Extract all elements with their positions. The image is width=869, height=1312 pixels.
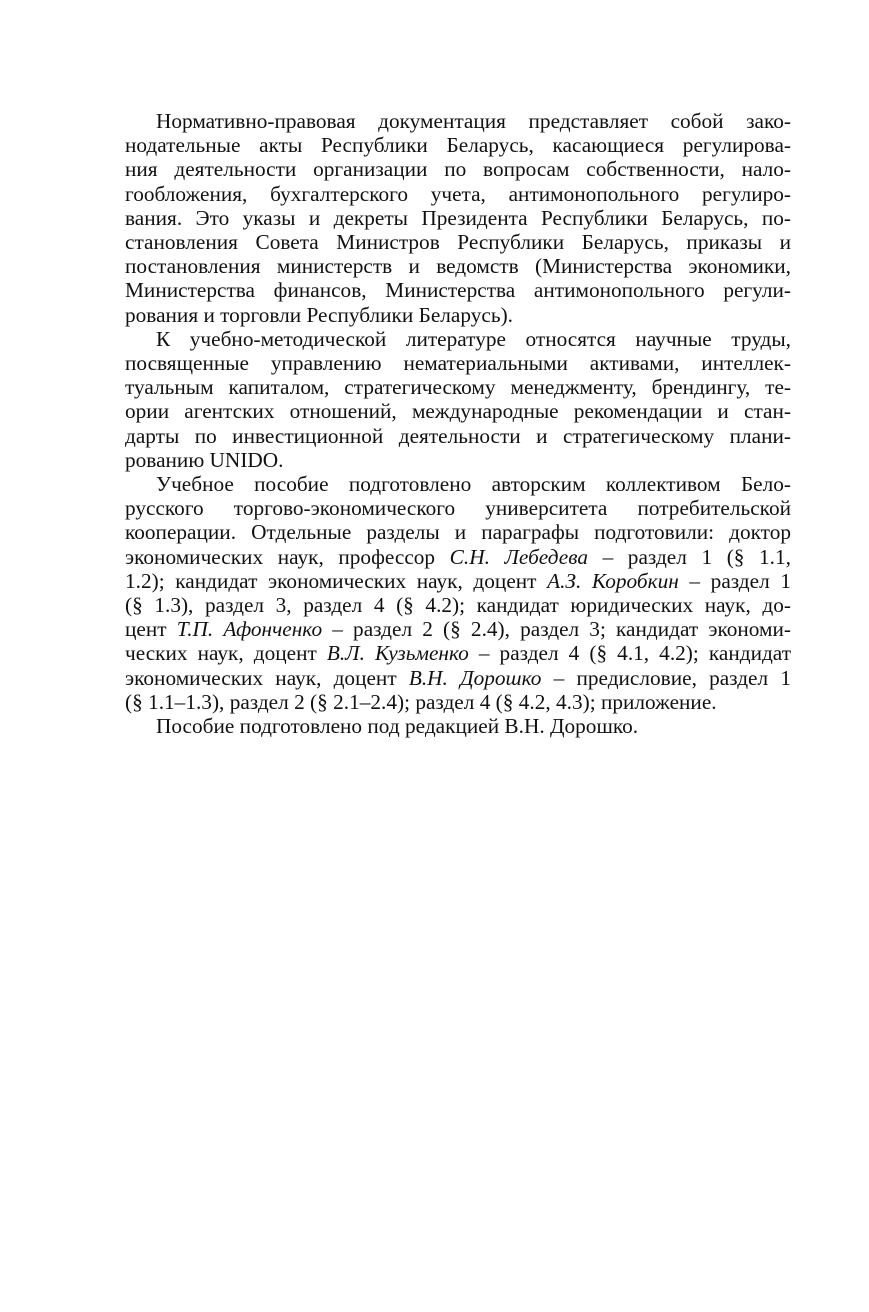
text-line: (§ 1.1–1.3), раздел 2 (§ 2.1–2.4); раздел 4 (§ 4.2, 4.3); приложение. [125, 689, 717, 714]
text-line: посвященные управлению нематериальными активами, интеллек- [125, 351, 791, 376]
text-line [125, 545, 791, 569]
text-fragment: – раздел 1 (§ 1.1, [587, 544, 791, 569]
text-line: Пособие подготовлено под редакцией В.Н. Дорошко. [156, 714, 639, 739]
paragraph-1 [125, 109, 791, 327]
text-line: нодательные акты Республики Беларусь, касающиеся регулирова- [125, 133, 791, 158]
text-fragment: – предисловие, раздел 1 [541, 665, 791, 690]
text-line [125, 666, 791, 690]
text-fragment: экономических наук, доцент [125, 665, 409, 690]
paragraph-2 [125, 327, 791, 472]
text-line [125, 617, 791, 641]
text-line: дарты по инвестиционной деятельности и стратегическому плани- [125, 423, 791, 448]
text-line: становления Совета Министров Республики Беларусь, приказы и [125, 230, 791, 255]
text-line: К учебно-методической литературе относятся научные труды, [156, 326, 791, 351]
text-line [125, 641, 791, 665]
text-line: гообложения, бухгалтерского учета, антимонопольного регулиро- [125, 181, 791, 206]
text-fragment: цент [125, 617, 177, 642]
author-name: В.Л. Кузьменко [326, 641, 469, 666]
text-fragment: – раздел 1 [678, 568, 791, 593]
text-line: кооперации. Отдельные разделы и параграфы подготовили: доктор [125, 520, 791, 545]
text-line [125, 569, 791, 593]
author-name: Т.П. Афонченко [176, 617, 323, 642]
author-name: А.З. Коробкин [547, 568, 679, 593]
paragraph-3 [125, 472, 791, 714]
text-line: вания. Это указы и декреты Президента Республики Беларусь, по- [125, 205, 791, 230]
text-line: Министерства финансов, Министерства антимонопольного регули- [125, 278, 791, 303]
author-name: В.Н. Дорошко [408, 665, 542, 690]
text-fragment: 1.2); кандидат экономических наук, доцент [125, 568, 548, 593]
text-fragment: ческих наук, доцент [125, 641, 327, 666]
text-line: (§ 1.3), раздел 3, раздел 4 (§ 4.2); кандидат юридических наук, до- [125, 593, 791, 618]
text-fragment: экономических наук, профессор [125, 544, 450, 569]
paragraph-4 [125, 714, 791, 738]
text-line: ории агентских отношений, международные рекомендации и стан- [125, 399, 791, 424]
body-text [125, 109, 791, 738]
text-line: ния деятельности организации по вопросам собственности, нало- [125, 157, 791, 182]
text-line: Учебное пособие подготовлено авторским коллективом Бело- [156, 472, 791, 497]
text-line: туальным капиталом, стратегическому менеджменту, брендингу, те- [125, 375, 791, 400]
text-line: Нормативно-правовая документация представляет собой зако- [156, 109, 791, 133]
text-line: постановления министерств и ведомств (Министерства экономики, [125, 254, 791, 279]
text-line: русского торгово-экономического университета потребительской [125, 496, 791, 521]
text-fragment: – раздел 2 (§ 2.4), раздел 3; кандидат экономи- [322, 617, 791, 642]
text-fragment: – раздел 4 (§ 4.1, 4.2); кандидат [468, 641, 792, 666]
text-line: рования и торговли Республики Беларусь). [125, 302, 513, 327]
author-name: С.Н. Лебедева [449, 544, 588, 569]
text-line: рованию UNIDO. [125, 447, 284, 472]
